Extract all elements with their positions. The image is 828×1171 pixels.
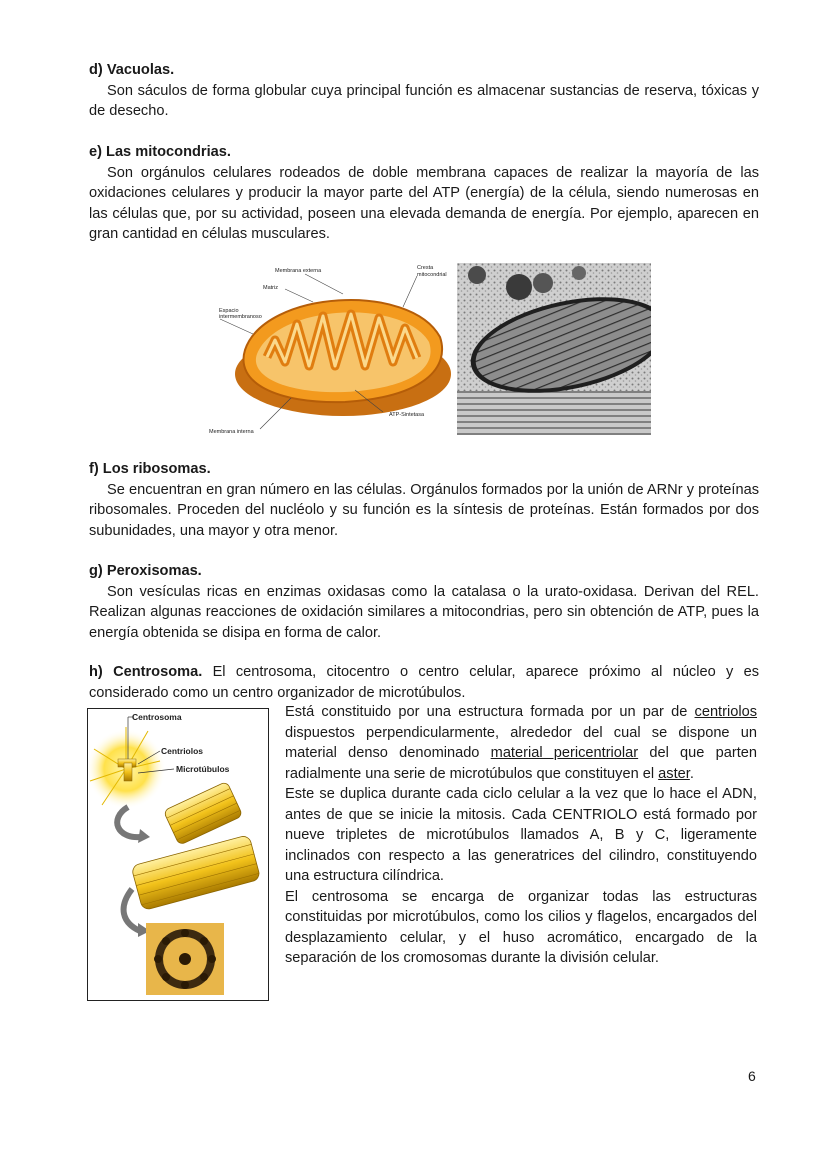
label-intermembranoso: intermembranoso bbox=[219, 314, 262, 320]
heading-centrosoma: h) Centrosoma. bbox=[89, 664, 203, 680]
section-centrosoma bbox=[89, 662, 759, 703]
text-vacuolas: Son sáculos de forma globular cuya principal función es almacenar sustancias de reserva, tóxicas y de desecho. bbox=[89, 82, 759, 119]
section-peroxisomas bbox=[89, 561, 759, 643]
p1-text-d: . bbox=[689, 765, 694, 782]
heading-peroxisomas: g) Peroxisomas. bbox=[89, 563, 202, 579]
label-matriz: Matriz bbox=[263, 285, 278, 291]
mitochondria-illustration bbox=[205, 262, 455, 437]
link-centriolos[interactable]: centriolos bbox=[694, 704, 757, 720]
text-centrosoma-intro: El centrosoma, citocentro o centro celular, aparece próximo al núcleo y es considerado como un centro organizador de microtúbulos. bbox=[89, 664, 760, 701]
centrosoma-intro bbox=[89, 662, 759, 703]
label-atp-sintetasa: ATP-Sintetasa bbox=[389, 412, 425, 418]
centrosoma-paragraph-1 bbox=[285, 702, 757, 784]
heading-ribosomas: f) Los ribosomas. bbox=[89, 461, 211, 477]
centrosome-figure bbox=[87, 708, 269, 1001]
p1-text-c: del que parten radialmente una serie de microtúbulos que constituyen el bbox=[285, 745, 757, 782]
heading-vacuolas: d) Vacuolas. bbox=[89, 62, 175, 78]
text-ribosomas: Se encuentran en gran número en las células. Orgánulos formados por la unión de ARNr y proteínas ribosomales. Proceden del nucléolo y su función es la síntesis de proteínas. Están formados por dos subunidades, una mayor y otra menor. bbox=[89, 481, 759, 539]
link-material-pericentriolar[interactable]: material pericentriolar bbox=[490, 745, 639, 761]
section-vacuolas bbox=[89, 60, 759, 122]
text-peroxisomas: Son vesículas ricas en enzimas oxidasas como la catalasa o la urato-oxidasa. Derivan del REL. Realizan algunas reacciones de oxidación similares a mitocondrias, pero sin obtención de ATP, pues la energía obtenida se disipa en forma de calor. bbox=[89, 583, 759, 641]
label-centriolos: Centriolos bbox=[161, 746, 204, 756]
label-microtubulos: Microtúbulos bbox=[176, 764, 230, 774]
text-mitocondrias: Son orgánulos celulares rodeados de doble membrana capaces de realizar la mayoría de las oxidaciones celulares y producir la mayor parte del ATP (energía) de la célula, siendo numerosas en las células que, por su actividad, poseen una elevada demanda de energía. Por ejemplo, aparecen en gran cantidad en células musculares. bbox=[89, 164, 759, 242]
micrograph-image bbox=[457, 263, 651, 435]
centrosoma-paragraph-2: Este se duplica durante cada ciclo celular a la vez que lo hace el ADN, antes de que se inicie la mitosis. Cada CENTRIOLO está formado por nueve tripletes de microtúbulos llamados A, B y C, ligeramente inclinados con respecto a las generatrices del cilindro, constituyendo una estructura cilíndrica. bbox=[285, 786, 757, 884]
p1-text-a: Está constituido por una estructura formada por un par de bbox=[285, 704, 695, 720]
label-cresta-mitocondrial: mitocondrial bbox=[417, 272, 447, 278]
link-aster[interactable]: aster bbox=[658, 765, 690, 782]
centrosoma-description bbox=[285, 702, 757, 969]
mitochondria-diagram bbox=[205, 262, 455, 437]
heading-mitocondrias: e) Las mitocondrias. bbox=[89, 144, 231, 160]
label-espacio: Espacio bbox=[219, 308, 239, 314]
mitochondria-micrograph bbox=[457, 263, 651, 435]
section-ribosomas bbox=[89, 459, 759, 541]
page-number: 6 bbox=[748, 1068, 756, 1084]
centrosoma-paragraph-3: El centrosoma se encarga de organizar todas las estructuras constituidas por microtúbulos, como los cilios y flagelos, encargados del desplazamiento celular, y el huso acromático, encargado de la separación de los cromosomas durante la división celular. bbox=[285, 888, 757, 966]
label-membrana-interna: Membrana interna bbox=[209, 429, 254, 435]
label-membrana-externa: Membrana externa bbox=[275, 268, 322, 274]
label-cresta: Cresta bbox=[417, 265, 434, 271]
section-mitocondrias bbox=[89, 142, 759, 245]
label-centrosoma: Centrosoma bbox=[132, 712, 182, 722]
p1-text-b: dispuestos perpendicularmente, alrededor del cual se dispone un material denso denominado bbox=[285, 724, 757, 761]
